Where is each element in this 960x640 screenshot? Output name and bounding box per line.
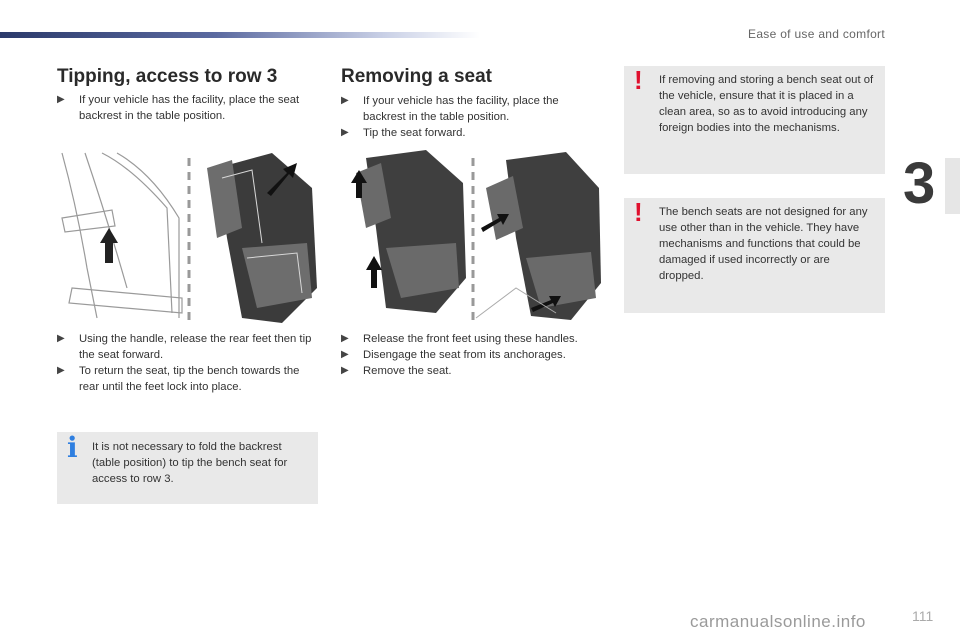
warning-storage-text: If removing and storing a bench seat out of the vehicle, ensure that it is placed in a clean area, so as to avoid introducing any foreign bodies into the mechanisms. — [659, 74, 874, 134]
heading-removing: Removing a seat — [341, 66, 492, 87]
list-item: ▶︎ Remove the seat. — [341, 365, 452, 377]
chapter-number: 3 — [903, 151, 936, 216]
info-icon: i — [67, 431, 78, 464]
chapter-tab — [945, 158, 960, 214]
tipping-steps-list — [57, 331, 322, 395]
warning-box-storage — [624, 66, 885, 174]
arrow-bullet-icon: ▶︎ — [57, 365, 65, 376]
list-item: ▶︎ To return the seat, tip the bench towards the rear until the feet lock into place. — [57, 365, 300, 393]
warning-box-usage — [624, 198, 885, 313]
list-item: ▶︎ If your vehicle has the facility, place the seat backrest in the table position. — [57, 94, 300, 122]
arrow-bullet-icon: ▶︎ — [341, 95, 349, 106]
list-item: ▶︎ If your vehicle has the facility, place the backrest in the table position. — [341, 95, 559, 123]
info-note-box — [57, 432, 318, 504]
arrow-bullet-icon: ▶︎ — [341, 349, 349, 360]
heading-tipping: Tipping, access to row 3 — [57, 66, 278, 87]
warning-icon: ! — [634, 65, 643, 95]
arrow-bullet-icon: ▶︎ — [341, 127, 349, 138]
list-item: ▶︎ Using the handle, release the rear feet then tip the seat forward. — [57, 333, 312, 361]
watermark: carmanualsonline.info — [690, 612, 866, 631]
arrow-bullet-icon: ▶︎ — [57, 94, 65, 105]
list-item: ▶︎ Release the front feet using these handles. — [341, 333, 578, 345]
warning-icon: ! — [634, 197, 643, 227]
tipping-intro-list — [57, 92, 307, 124]
list-item: ▶︎ Tip the seat forward. — [341, 127, 466, 139]
arrow-bullet-icon: ▶︎ — [57, 333, 65, 344]
tipping-seat-illustration — [57, 148, 319, 326]
arrow-bullet-icon: ▶︎ — [341, 365, 349, 376]
list-item: ▶︎ Disengage the seat from its anchorages. — [341, 349, 566, 361]
removing-seat-illustration — [341, 148, 603, 326]
removing-steps-list — [341, 331, 606, 379]
info-note-text: It is not necessary to fold the backrest (table position) to tip the bench seat for access to row 3. — [92, 441, 288, 485]
page-number: 111 — [912, 608, 934, 624]
arrow-bullet-icon: ▶︎ — [341, 333, 349, 344]
header-gradient-bar — [0, 32, 480, 38]
removing-intro-list — [341, 93, 596, 141]
section-title: Ease of use and comfort — [748, 27, 885, 41]
warning-usage-text: The bench seats are not designed for any use other than in the vehicle. They have mechanisms and functions that could be damaged if used incorrectly or are dropped. — [659, 206, 868, 282]
